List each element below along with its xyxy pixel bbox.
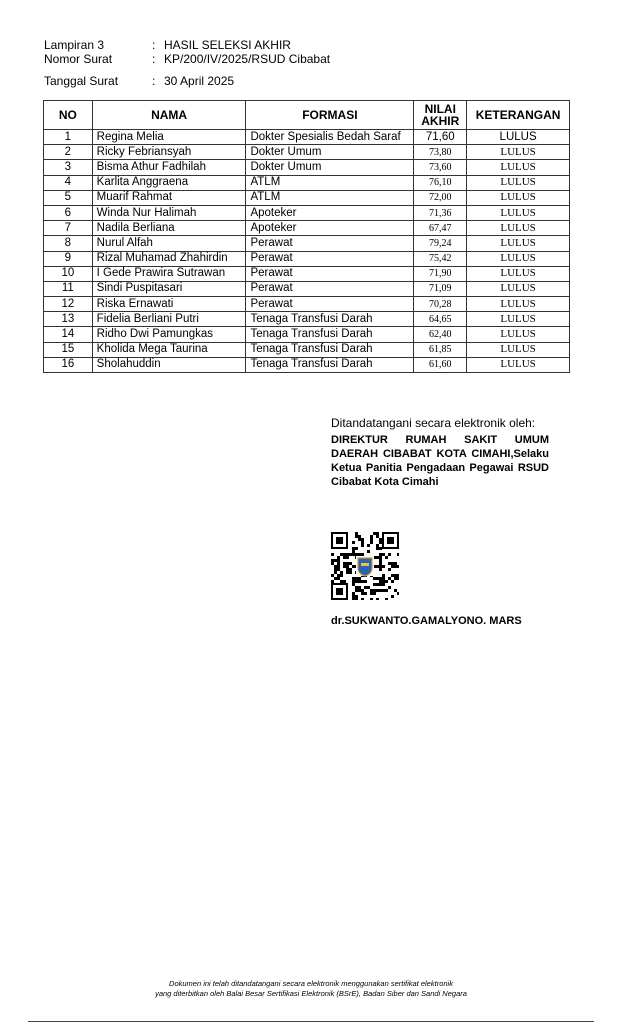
footer-divider [28,1021,594,1022]
cell-keterangan: LULUS [467,130,570,145]
cell-nama: Ricky Febriansyah [92,145,246,160]
table-row [44,327,570,342]
cell-formasi: Perawat [246,251,414,266]
footer-line-1: Dokumen ini telah ditandatangani secara elektronik menggunakan sertifikat elektronik [169,979,453,988]
cell-keterangan: LULUS [467,297,570,312]
cell-nama: Karlita Anggraena [92,175,246,190]
table-row [44,145,570,160]
cell-formasi: Perawat [246,236,414,251]
cell-nilai: 79,24 [414,236,467,251]
header-nama: NAMA [92,101,246,130]
cell-formasi: Perawat [246,297,414,312]
cell-nama: Winda Nur Halimah [92,205,246,220]
cell-nama: Nadila Berliana [92,221,246,236]
cell-keterangan: LULUS [467,357,570,372]
cell-nilai: 61,85 [414,342,467,357]
cell-keterangan: LULUS [467,342,570,357]
table-row [44,236,570,251]
cell-formasi: Apoteker [246,221,414,236]
cell-nama: Kholida Mega Taurina [92,342,246,357]
cell-keterangan: LULUS [467,190,570,205]
table-row [44,175,570,190]
meta-label: Lampiran 3 [44,38,105,52]
meta-label: Nomor Surat [44,52,113,66]
cell-nilai: 71,36 [414,205,467,220]
cell-no: 6 [44,205,93,220]
cell-nama: Muarif Rahmat [92,190,246,205]
cell-nama: I Gede Prawira Sutrawan [92,266,246,281]
cell-keterangan: LULUS [467,236,570,251]
table-header-row [44,101,570,130]
cell-keterangan: LULUS [467,145,570,160]
table-row [44,266,570,281]
meta-separator: : [152,74,156,88]
cell-keterangan: LULUS [467,312,570,327]
cell-no: 5 [44,190,93,205]
cell-nilai: 72,00 [414,190,467,205]
header-nilai-line2: AKHIR [421,114,460,128]
table-row [44,342,570,357]
meta-value: KP/200/IV/2025/RSUD Cibabat [164,52,331,66]
header-nilai-akhir [414,101,467,130]
cell-keterangan: LULUS [467,160,570,175]
cell-keterangan: LULUS [467,175,570,190]
cell-formasi: Perawat [246,266,414,281]
cell-nilai: 71,60 [414,130,467,145]
results-table [43,100,570,373]
table-row [44,160,570,175]
table-row [44,205,570,220]
cell-nilai: 76,10 [414,175,467,190]
cell-keterangan: LULUS [467,251,570,266]
cell-nama: Riska Ernawati [92,297,246,312]
cell-formasi: Tenaga Transfusi Darah [246,342,414,357]
cell-no: 8 [44,236,93,251]
cell-nilai: 71,09 [414,281,467,296]
cell-nama: Fidelia Berliani Putri [92,312,246,327]
table-row [44,297,570,312]
cell-formasi: Tenaga Transfusi Darah [246,357,414,372]
meta-nomor-surat [44,52,330,66]
cell-nama: Ridho Dwi Pamungkas [92,327,246,342]
cell-keterangan: LULUS [467,266,570,281]
cell-formasi: Dokter Umum [246,160,414,175]
meta-tanggal-surat [44,74,234,88]
meta-lampiran [44,38,291,52]
header-keterangan: KETERANGAN [467,101,570,130]
footer-line-2: yang diterbitkan oleh Balai Besar Sertifikasi Elektronik (BSrE), Badan Siber dan Sandi Negara [155,989,467,998]
table-body [44,130,570,373]
meta-label: Tanggal Surat [44,74,119,88]
cell-keterangan: LULUS [467,205,570,220]
cell-nilai: 64,65 [414,312,467,327]
header-no: NO [44,101,93,130]
cell-keterangan: LULUS [467,281,570,296]
cell-nilai: 70,28 [414,297,467,312]
cell-no: 7 [44,221,93,236]
cell-no: 9 [44,251,93,266]
cell-nilai: 71,90 [414,266,467,281]
cell-nilai: 62,40 [414,327,467,342]
meta-value: 30 April 2025 [164,74,235,88]
table-row [44,251,570,266]
signature-organization: DIREKTUR RUMAH SAKIT UMUM DAERAH CIBABAT KOTA CIMAHI,Selaku Ketua Panitia Pengadaan Pegawai RSUD Cibabat Kota Cimahi [331,434,549,488]
cell-formasi: ATLM [246,175,414,190]
cell-no: 4 [44,175,93,190]
cell-no: 15 [44,342,93,357]
cell-formasi: ATLM [246,190,414,205]
cell-formasi: Tenaga Transfusi Darah [246,312,414,327]
cell-formasi: Dokter Umum [246,145,414,160]
signer-name: dr.SUKWANTO.GAMALYONO. MARS [331,615,522,627]
cell-formasi: Apoteker [246,205,414,220]
cell-keterangan: LULUS [467,221,570,236]
cell-nilai: 73,60 [414,160,467,175]
signature-intro: Ditandatangani secara elektronik oleh: [331,416,536,430]
qr-code-icon [331,532,399,600]
cell-nilai: 75,42 [414,251,467,266]
table-row [44,221,570,236]
cell-no: 2 [44,145,93,160]
meta-separator: : [152,38,156,52]
cell-nama: Nurul Alfah [92,236,246,251]
cell-no: 16 [44,357,93,372]
cell-nama: Regina Melia [92,130,246,145]
cell-formasi: Dokter Spesialis Bedah Saraf [246,130,414,145]
meta-separator: : [152,52,156,66]
cell-nama: Rizal Muhamad Zhahirdin [92,251,246,266]
cell-no: 14 [44,327,93,342]
cell-nilai: 67,47 [414,221,467,236]
table-row [44,190,570,205]
table-row [44,281,570,296]
cell-no: 13 [44,312,93,327]
table-row [44,130,570,145]
esign-footer-note [0,979,622,999]
cell-formasi: Perawat [246,281,414,296]
cell-nilai: 61,60 [414,357,467,372]
cell-no: 10 [44,266,93,281]
cell-nama: Sindi Puspitasari [92,281,246,296]
cell-no: 1 [44,130,93,145]
cell-no: 3 [44,160,93,175]
cell-keterangan: LULUS [467,327,570,342]
meta-value: HASIL SELEKSI AKHIR [164,38,291,52]
header-nilai-line1: NILAI [424,102,456,116]
cell-nilai: 73,80 [414,145,467,160]
cell-no: 12 [44,297,93,312]
table-row [44,357,570,372]
signature-block [331,416,549,489]
cell-nama: Bisma Athur Fadhilah [92,160,246,175]
header-formasi: FORMASI [246,101,414,130]
cell-nama: Sholahuddin [92,357,246,372]
cell-formasi: Tenaga Transfusi Darah [246,327,414,342]
cell-no: 11 [44,281,93,296]
table-row [44,312,570,327]
